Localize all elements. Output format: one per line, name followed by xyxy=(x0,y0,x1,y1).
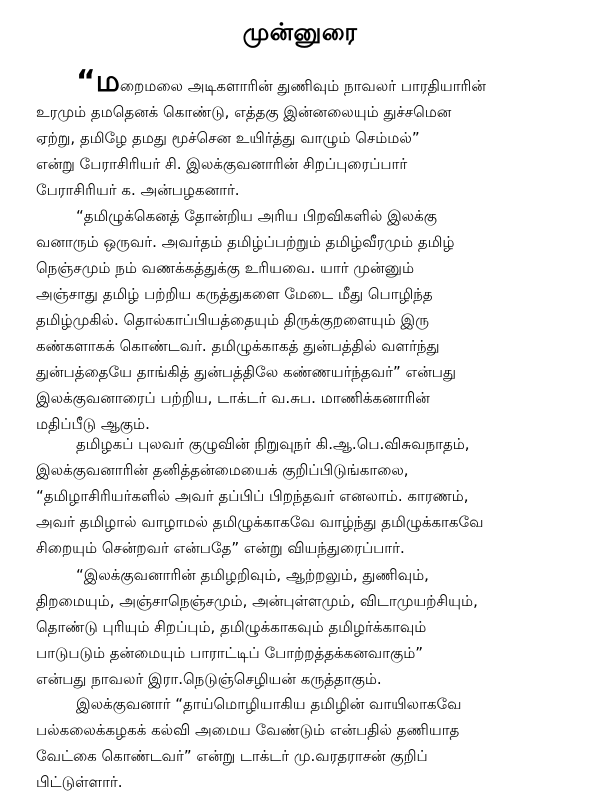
paragraph-4 xyxy=(36,562,576,692)
paragraph-line: மதிப்பீடு ஆகும். xyxy=(36,415,150,433)
paragraph-line: கண்களாகக் கொண்டவர். தமிழுக்காகத் துன்பத்தில் வளர்ந்து xyxy=(36,337,440,355)
paragraph-line: சிறையும் சென்றவர் என்பதே” என்று வியந்துரைப்பார். xyxy=(36,539,405,557)
paragraph-line: அவர் தமிழால் வாழாமல் தமிழுக்காகவே வாழ்ந்து தமிழுக்காகவே xyxy=(36,513,484,531)
paragraph-line: என்பது நாவலர் இரா.நெடுஞ்செழியன் கருத்தாகும். xyxy=(36,670,382,688)
paragraph-line: “மறைமலை அடிகளாரின் துணிவும் நாவலர் பாரதியாரின் xyxy=(76,64,486,99)
paragraph-line: “தமிழாசிரியர்களில் அவர் தப்பிப் பிறந்தவர் எனலாம். காரணம், xyxy=(36,487,469,505)
paragraph-line: பிட்டுள்ளார். xyxy=(36,773,123,791)
paragraph-line: துன்பத்தையே தாங்கித் துன்பத்திலே கண்ணயர்ந்தவர்” என்பது xyxy=(36,363,456,381)
paragraph-2 xyxy=(36,203,576,437)
paragraph-line: வேட்கை கொண்டவர்” என்று டாக்டர் மு.வரதராசன் குறிப் xyxy=(36,747,428,765)
paragraph-line: பேராசிரியர் க. அன்பழகனார். xyxy=(36,181,240,199)
paragraph-line: உரமும் தமதெனக் கொண்டு, எத்தகு இன்னலையும் துச்சமென xyxy=(36,103,452,121)
drop-cap: “ம xyxy=(76,64,120,99)
paragraph-line: ஏற்று, தமிழே தமது மூச்சென உயிர்த்து வாழும் செம்மல்” xyxy=(36,129,420,147)
paragraph-1 xyxy=(36,64,576,203)
paragraph-line: தமிழ்முகில். தொல்காப்பியத்தையும் திருக்குறளையும் இரு xyxy=(36,311,430,329)
paragraph-line: பாடுபடும் தன்மையும் பாராட்டிப் போற்றத்தக்கனவாகும்” xyxy=(36,644,424,662)
page-title: முன்னுரை xyxy=(242,18,358,46)
paragraph-line: பல்கலைக்கழகக் கல்வி அமைய வேண்டும் என்பதில் தணியாத xyxy=(36,721,460,739)
paragraph-line: தமிழகப் புலவர் குழுவின் நிறுவுநர் கி.ஆ.பெ.விசுவநாதம், xyxy=(76,435,470,453)
paragraph-line: என்று பேராசிரியர் சி. இலக்குவனாரின் சிறப்புரைப்பார் xyxy=(36,155,408,173)
paragraph-line: இலக்குவனார் “தாய்மொழியாகிய தமிழின் வாயிலாகவே xyxy=(76,695,462,713)
paragraph-line: அஞ்சாது தமிழ் பற்றிய கருத்துகளை மேடை மீது பொழிந்த xyxy=(36,285,433,303)
paragraph-line: தொண்டு புரியும் சிறப்பும், தமிழுக்காகவும் தமிழர்க்காவும் xyxy=(36,618,427,636)
paragraph-line: இலக்குவனாரின் தனித்தன்மையைக் குறிப்பிடுங்காலை, xyxy=(36,461,409,479)
paragraph-line: வனாரும் ஒருவர். அவர்தம் தமிழ்ப்பற்றும் தமிழ்வீரமும் தமிழ் xyxy=(36,233,455,251)
paragraph-line: நெஞ்சமும் நம் வணக்கத்துக்கு உரியவை. யார் முன்னும் xyxy=(36,259,415,277)
paragraph-line: இலக்குவனாரைப் பற்றிய, டாக்டர் வ.சுப. மாணிக்கனாரின் xyxy=(36,389,430,407)
paragraph-line: “தமிழுக்கெனத் தோன்றிய அரிய பிறவிகளில் இலக்கு xyxy=(76,207,437,225)
paragraph-line: திறமையும், அஞ்சாநெஞ்சமும், அன்புள்ளமும், விடாமுயற்சியும், xyxy=(36,592,478,610)
paragraph-5 xyxy=(36,691,576,795)
paragraph-3 xyxy=(36,431,576,561)
paragraph-line: “இலக்குவனாரின் தமிழறிவும், ஆற்றலும், துணிவும், xyxy=(76,566,429,584)
